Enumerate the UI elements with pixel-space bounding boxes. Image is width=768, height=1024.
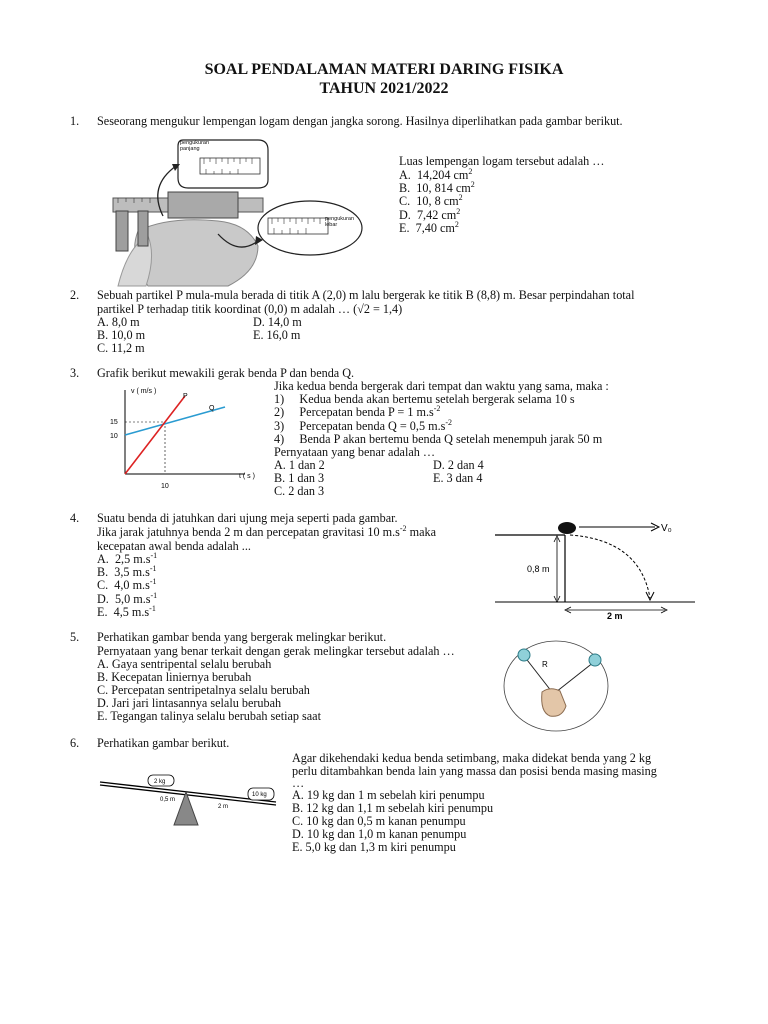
q3-line-p [125, 396, 185, 474]
q6-option-a[interactable]: A. 19 kg dan 1 m sebelah kiri penumpu [292, 788, 485, 802]
q6-label-d1: 0,5 m [160, 797, 176, 803]
q3-option-e[interactable]: E. 3 dan 4 [433, 471, 483, 485]
q5-option-e[interactable]: E. Tegangan talinya selalu berubah setiap saat [97, 709, 321, 723]
q4-option-a[interactable]: A. 2,5 $m.s^{-1}$ [97, 550, 158, 566]
q4-option-c[interactable]: C. 4,0 $m.s^{-1}$ [97, 577, 157, 593]
q5-option-a[interactable]: A. Gaya sentripental selalu berubah [97, 657, 272, 671]
q5-stem-line1: Perhatikan gambar benda yang bergerak melingkar berikut. [97, 630, 387, 644]
q4-table-figure [495, 518, 695, 620]
q5-ball-right [589, 654, 601, 666]
q6-label-d2: 2 m [218, 804, 229, 810]
q2-stem-line1: Sebuah partikel P mula-mula berada di titik A (2,0) m lalu bergerak ke titik B (8,8) m. Besar perpindahan total [97, 288, 635, 302]
q2-option-e[interactable]: E. 16,0 m [253, 328, 301, 342]
q6-number: 6. [70, 736, 80, 750]
q4-options [97, 550, 158, 619]
q2-option-a[interactable]: A. 8,0 m [97, 315, 140, 329]
q6-label-m1: 2 kg [154, 779, 166, 785]
q2-option-b[interactable]: B. 10,0 m [97, 328, 146, 342]
q6-text-line2: perlu ditambahkan benda lain yang massa dan posisi benda masing masing [292, 764, 657, 778]
q6-option-c[interactable]: C. 10 kg dan 0,5 m kanan penumpu [292, 814, 466, 828]
q3-option-d[interactable]: D. 2 dan 4 [433, 458, 484, 472]
q5-number: 5. [70, 630, 80, 644]
q6-balance-figure [98, 770, 278, 830]
q1-label-length: pengukuran panjang [180, 140, 210, 152]
q5-option-c[interactable]: C. Percepatan sentripetalnya selalu berubah [97, 683, 310, 697]
q4-option-e[interactable]: E. 4,5 $m.s^{-1}$ [97, 603, 156, 619]
q1-question: Luas lempengan logam tersebut adalah … [399, 154, 605, 168]
q3-statement-4: 4) Benda P akan bertemu benda Q setelah menempuh jarak 50 m [274, 432, 603, 446]
q1-stem: Seseorang mengukur lempengan logam dengan jangka sorong. Hasilnya diperlihatkan pada gambar berikut. [97, 114, 623, 128]
q4-ball [558, 522, 576, 534]
q6-fulcrum [174, 792, 198, 825]
q4-stem-line2: Jika jarak jatuhnya benda 2 m dan percepatan gravitasi 10 $m.s^{-2}$ maka [97, 523, 437, 539]
page-title: SOAL PENDALAMAN MATERI DARING FISIKA [204, 61, 564, 78]
q3-xlabel: t ( s ) [239, 473, 255, 480]
q5-ball-left [518, 649, 530, 661]
q6-label-m2: 10 kg [252, 792, 267, 798]
q4-stem-line1: Suatu benda di jatuhkan dari ujung meja seperti pada gambar. [97, 511, 398, 525]
q1-option-c[interactable]: C. 10, 8 $cm^2$ [399, 193, 463, 209]
q3-ytick-15: 15 [110, 419, 118, 426]
q3-label-q: Q [209, 405, 215, 412]
q5-stem-line2: Pernyataan yang benar terkait dengan gerak melingkar tersebut adalah … [97, 644, 455, 658]
q3-option-b[interactable]: B. 1 dan 3 [274, 471, 325, 485]
q3-option-c[interactable]: C. 2 dan 3 [274, 484, 325, 498]
q1-caliper-figure [108, 136, 368, 288]
q3-intro: Jika kedua benda bergerak dari tempat dan waktu yang sama, maka : [274, 379, 609, 393]
q6-option-d[interactable]: D. 10 kg dan 1,0 m kanan penumpu [292, 827, 467, 841]
q3-velocity-graph [105, 382, 265, 494]
q2-number: 2. [70, 288, 80, 302]
q2-option-d[interactable]: D. 14,0 m [253, 315, 302, 329]
q1-options [399, 166, 475, 235]
q6-text-line1: Agar dikehendaki kedua benda setimbang, maka didekat benda yang 2 kg [292, 751, 652, 765]
q3-statement-3: 3) Percepatan benda Q = 0,5 $m.s^{-2}$ [274, 417, 453, 433]
q3-statement-2: 2) Percepatan benda P = 1 $m.s^{-2}$ [274, 403, 441, 419]
q3-question: Pernyataan yang benar adalah … [274, 445, 436, 459]
q6-stem: Perhatikan gambar berikut. [97, 736, 230, 750]
q3-label-p: P [183, 393, 188, 400]
q1-option-b[interactable]: B. 10, 814 $cm^2$ [399, 180, 475, 196]
q3-option-a[interactable]: A. 1 dan 2 [274, 458, 325, 472]
q4-option-d[interactable]: D. 5,0 $m.s^{-1}$ [97, 590, 158, 606]
q3-ylabel: v ( m/s ) [131, 388, 157, 395]
q6-option-e[interactable]: E. 5,0 kg dan 1,3 m kiri penumpu [292, 840, 456, 854]
q4-stem-line3: kecepatan awal benda adalah ... [97, 539, 251, 553]
q1-option-e[interactable]: E. 7,40 $cm^2$ [399, 219, 459, 235]
q5-option-d[interactable]: D. Jari jari lintasannya selalu berubah [97, 696, 282, 710]
q3-statement-1: 1) Kedua benda akan bertemu setelah bergerak selama 10 s [274, 392, 575, 406]
q1-option-d[interactable]: D. 7,42 $cm^2$ [399, 206, 461, 222]
q5-circular-motion-figure [500, 636, 612, 734]
q3-number: 3. [70, 366, 80, 380]
page-subtitle: TAHUN 2021/2022 [319, 80, 449, 97]
q6-text-line3: … [292, 776, 305, 790]
q5-option-b[interactable]: B. Kecepatan liniernya berubah [97, 670, 252, 684]
q1-label-width: pengukuran lebar [325, 216, 355, 228]
q3-ytick-10: 10 [110, 433, 118, 440]
q2-stem-line2: partikel P terhadap titik koordinat (0,0) m adalah … (√2 = 1,4) [97, 302, 403, 316]
q4-number: 4. [70, 511, 80, 525]
q6-option-b[interactable]: B. 12 kg dan 1,1 m sebelah kiri penumpu [292, 801, 494, 815]
q1-number: 1. [70, 114, 80, 128]
q4-option-b[interactable]: B. 3,5 $m.s^{-1}$ [97, 564, 157, 580]
q4-label-height: 0,8 m [527, 564, 550, 574]
q3-xtick-10: 10 [161, 483, 169, 490]
q1-option-a[interactable]: A. 14,204 $cm^2$ [399, 166, 473, 182]
q4-label-dist: 2 m [607, 611, 623, 620]
q2-option-c[interactable]: C. 11,2 m [97, 341, 145, 355]
q4-label-v0: V₀ [661, 523, 672, 534]
q5-label-r: R [542, 660, 548, 669]
q3-stem: Grafik berikut mewakili gerak benda P dan benda Q. [97, 366, 355, 380]
